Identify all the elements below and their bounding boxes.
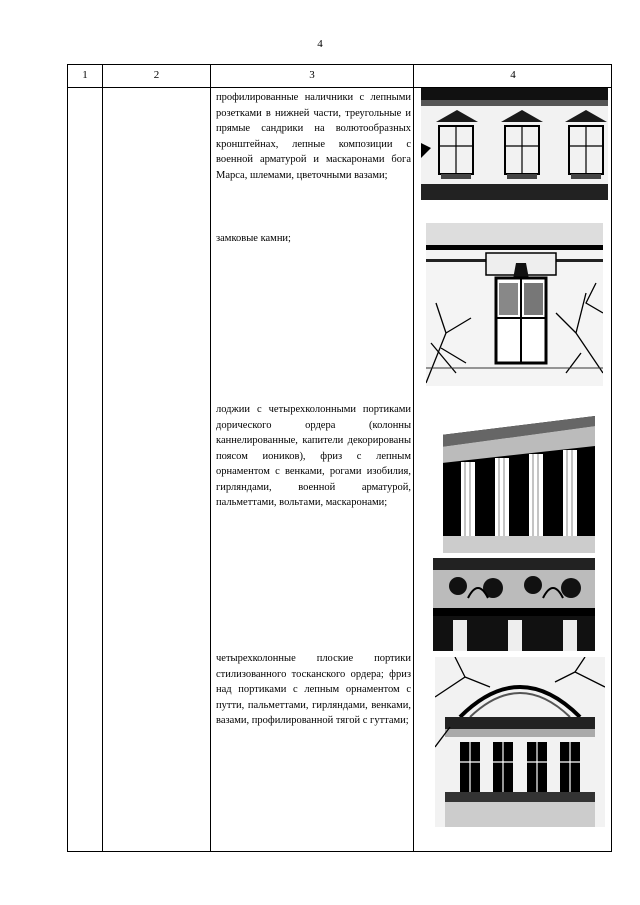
entry-keystones: замковые камни;	[216, 233, 291, 244]
loggia-portico-photo	[433, 396, 595, 553]
entry-window-surrounds: профилированные наличники с лепными розетками в нижней части, треугольные и прямые сандрики на волютообразных кронштейнах, лепные композиции с военной арматурой и маскаронами бога Марса, шлемами, цветочными вазами;	[216, 92, 411, 181]
page-number: 4	[317, 38, 323, 50]
entry-flat-porticos: четырехколонные плоские портики стилизованного тосканского ордера; фриз над портиками с лепным орнаментом с путти, пальметтами, гирляндами, венками, вазами, профилированной тягой с гуттами;	[216, 653, 411, 726]
tuscan-portico-photo	[435, 657, 605, 827]
description-table	[67, 64, 612, 852]
keystone-window-photo	[426, 223, 603, 386]
frieze-detail-photo	[433, 558, 595, 651]
column-header-4: 4	[510, 69, 516, 81]
column-header-2: 2	[153, 69, 160, 81]
column-header-1: 1	[82, 69, 88, 81]
facade-windows-photo	[421, 88, 608, 200]
entry-loggias: лоджии с четырехколонными портиками дорического ордера (колонны каннелированные, капители декорированы поясом иоников), фриз с лепным орнаментом с венками, рогами изобилия, гирляндами, военной арматурой, пальметтами, вольтами, маскаронами;	[216, 404, 411, 508]
column-header-3: 3	[309, 69, 315, 81]
